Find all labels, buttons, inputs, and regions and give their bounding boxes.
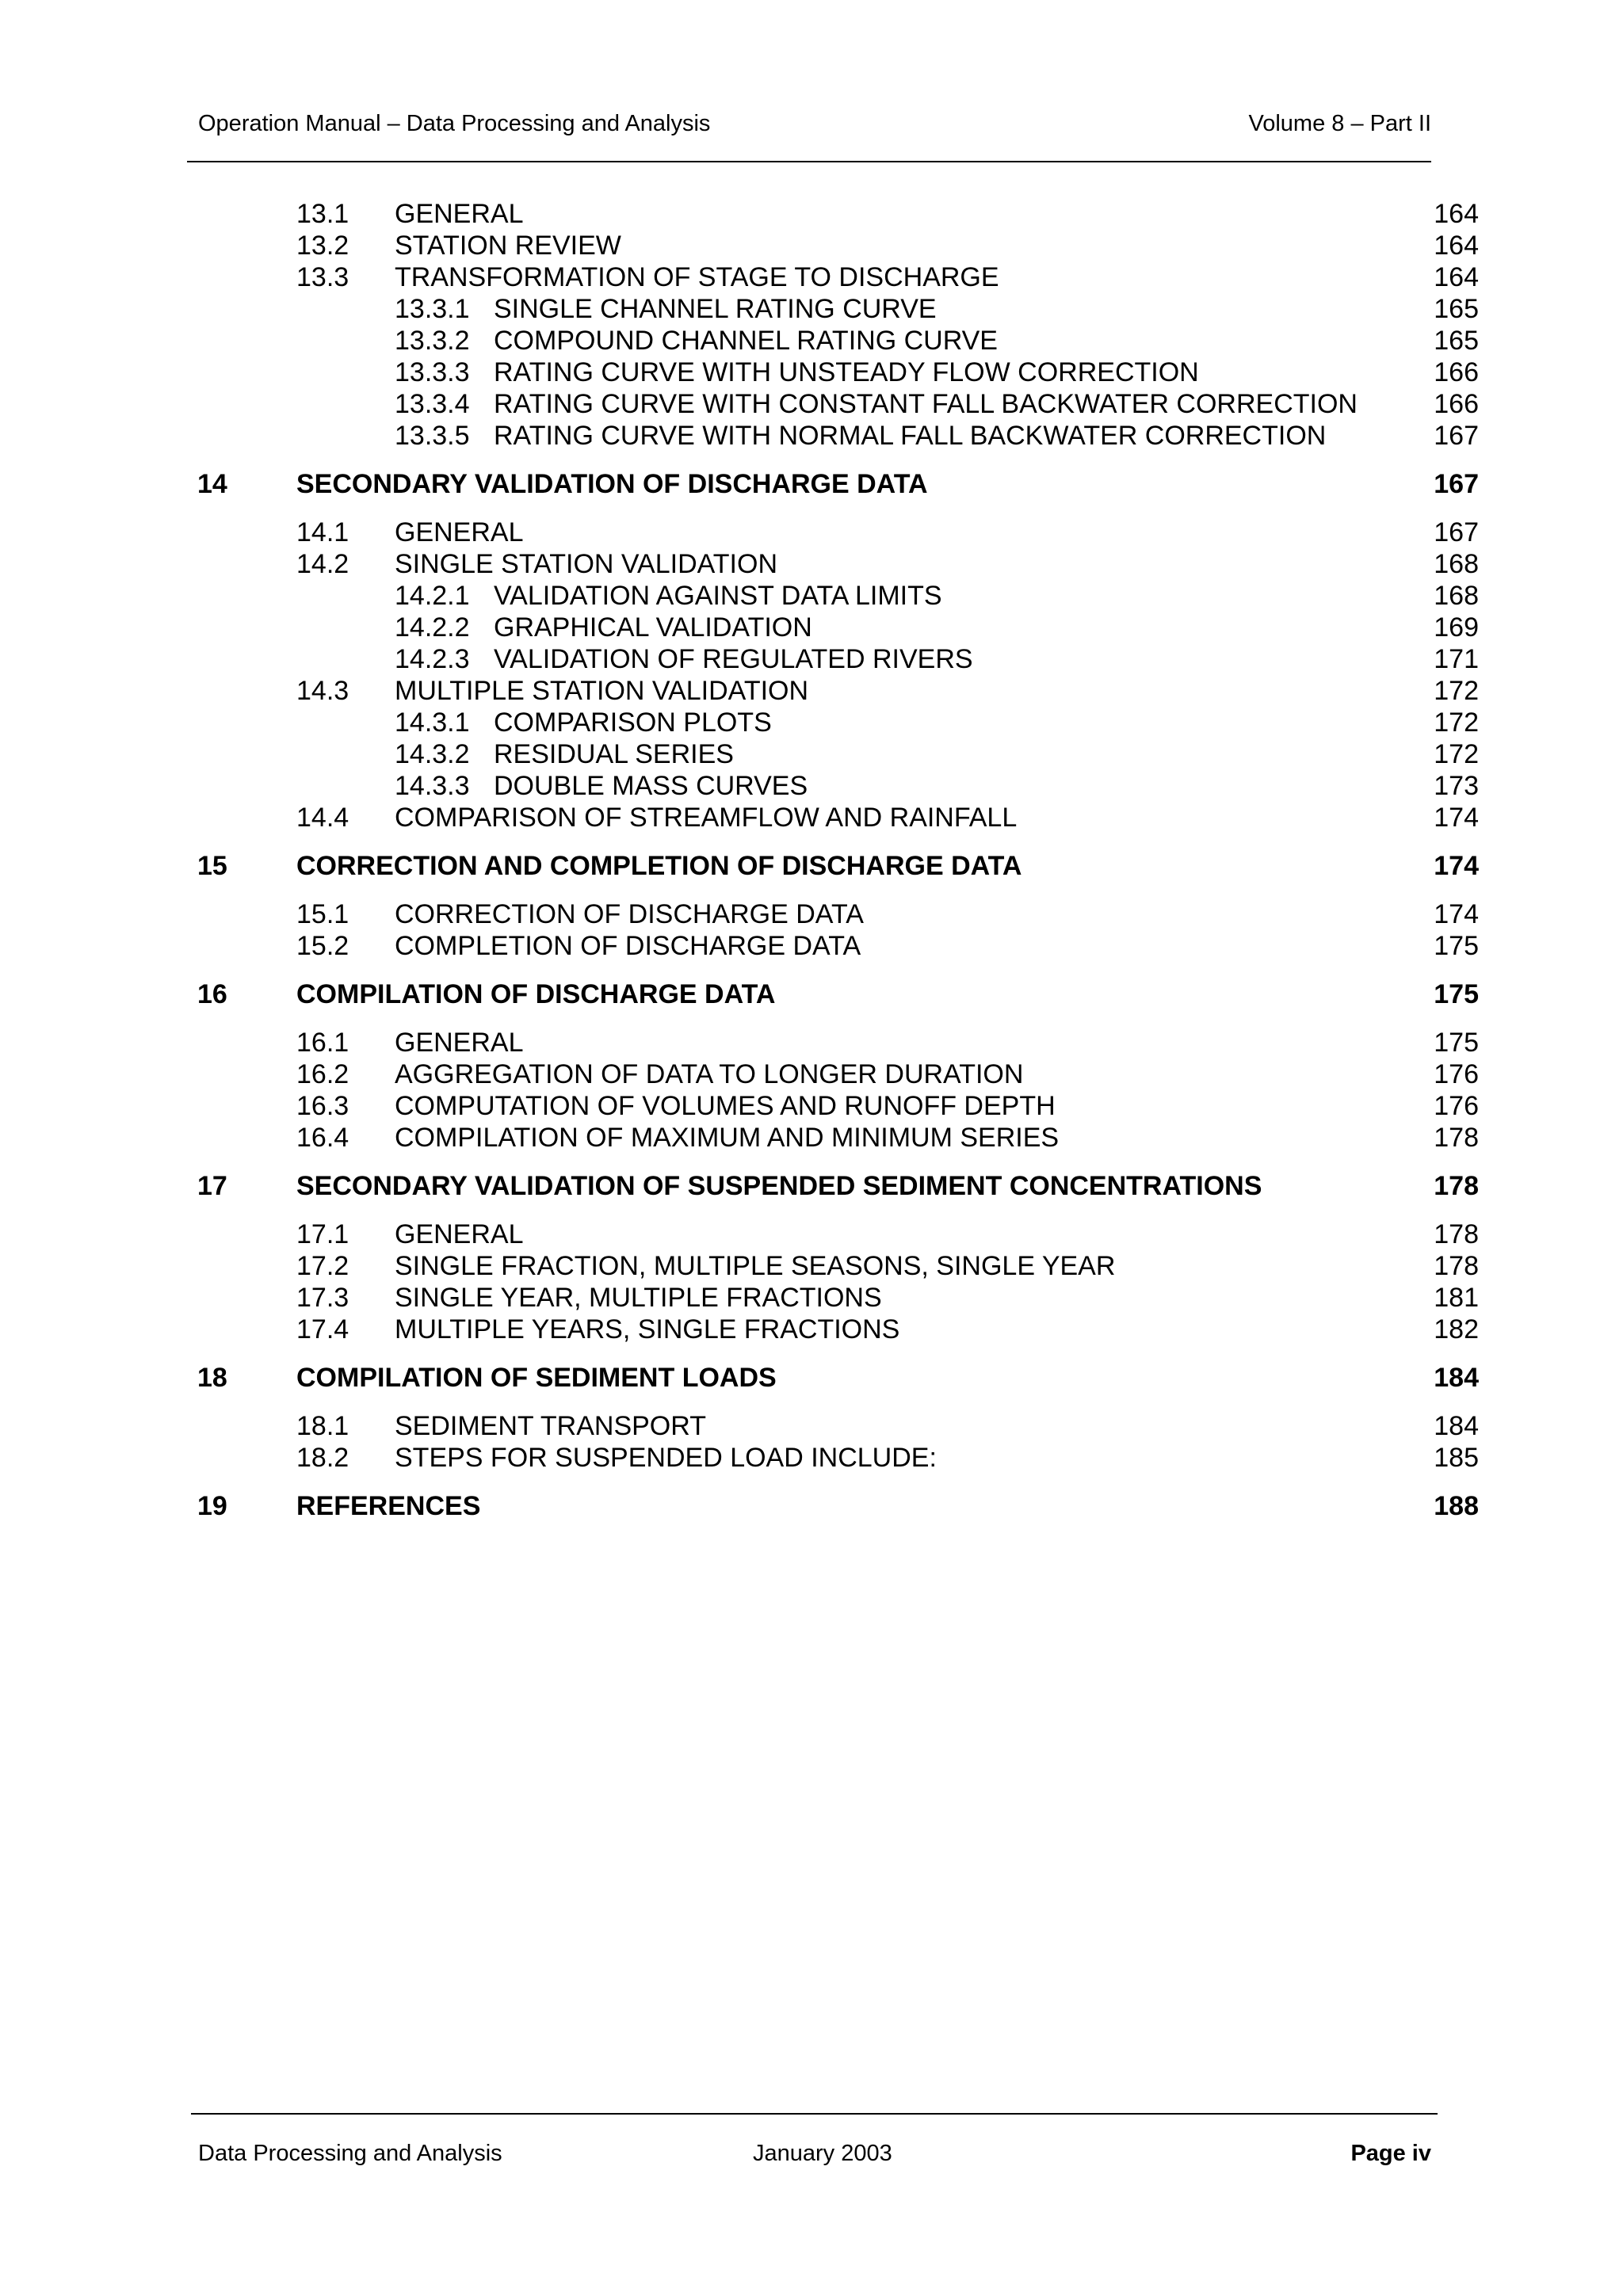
toc-entry-number: 15.1 [296,899,349,929]
toc-entry-page: 167 [1434,421,1479,451]
toc-entry [0,580,1623,612]
toc-chapter-entry [0,1490,1623,1522]
toc-entry-number: 13.3.1 [395,294,470,324]
toc-entry [0,802,1623,833]
toc-chapter-entry [0,978,1623,1010]
footer-document-title: Data Processing and Analysis [198,2141,502,2166]
header-document-title: Operation Manual – Data Processing and Analysis [198,111,711,136]
toc-entry-number: 14.3.3 [395,771,470,801]
toc-entry-page: 175 [1434,979,1479,1009]
toc-entry-page: 168 [1434,549,1479,579]
toc-entry-title: SINGLE STATION VALIDATION [395,549,778,579]
toc-entry-number: 13.3.4 [395,389,470,419]
toc-entry-title: GRAPHICAL VALIDATION [494,612,812,643]
toc-entry-number: 13.3.5 [395,421,470,451]
toc-entry-page: 184 [1434,1363,1479,1393]
toc-entry-title: GENERAL [395,1219,524,1249]
toc-entry-title: AGGREGATION OF DATA TO LONGER DURATION [395,1059,1024,1089]
toc-entry-page: 188 [1434,1491,1479,1521]
toc-chapter-entry [0,850,1623,882]
toc-entry-title: RATING CURVE WITH NORMAL FALL BACKWATER CORRECTION [494,421,1327,451]
toc-entry [0,612,1623,643]
toc-entry-number: 16.3 [296,1091,349,1121]
toc-entry-title: SEDIMENT TRANSPORT [395,1411,706,1441]
toc-entry-page: 174 [1434,899,1479,929]
toc-entry-title: GENERAL [395,199,524,229]
toc-entry-title: SECONDARY VALIDATION OF DISCHARGE DATA [296,469,928,499]
toc-entry-title: COMPARISON OF STREAMFLOW AND RAINFALL [395,803,1018,833]
toc-entry-number: 16.1 [296,1028,349,1058]
toc-entry-number: 19 [197,1491,227,1521]
header-volume-label: Volume 8 – Part II [1248,111,1431,136]
toc-entry-number: 14.2.1 [395,581,470,611]
toc-entry-title: SINGLE CHANNEL RATING CURVE [494,294,937,324]
toc-entry-page: 167 [1434,517,1479,547]
toc-entry-number: 17.4 [296,1314,349,1344]
toc-chapter-entry [0,468,1623,500]
toc-entry-number: 13.3 [296,262,349,292]
toc-entry-number: 14.3 [296,676,349,706]
toc-entry [0,1250,1623,1282]
toc-entry-page: 175 [1434,1028,1479,1058]
toc-entry-page: 174 [1434,851,1479,881]
toc-entry-title: RATING CURVE WITH UNSTEADY FLOW CORRECTION [494,357,1199,387]
toc-entry-title: CORRECTION AND COMPLETION OF DISCHARGE DATA [296,851,1022,881]
toc-entry-page: 178 [1434,1171,1479,1201]
toc-entry [0,420,1623,452]
toc-entry-page: 174 [1434,803,1479,833]
toc-entry-number: 17.2 [296,1251,349,1281]
toc-entry-page: 164 [1434,199,1479,229]
footer-rule [191,2113,1438,2115]
toc-entry-title: MULTIPLE YEARS, SINGLE FRACTIONS [395,1314,900,1344]
toc-entry-page: 164 [1434,262,1479,292]
toc-entry-number: 14.3.1 [395,707,470,738]
toc-entry-page: 184 [1434,1411,1479,1441]
toc-entry-page: 178 [1434,1219,1479,1249]
toc-entry [0,738,1623,770]
toc-entry-title: COMPARISON PLOTS [494,707,772,738]
toc-entry [0,1314,1623,1345]
toc-entry [0,1122,1623,1154]
toc-entry-page: 172 [1434,707,1479,738]
toc-entry-number: 13.2 [296,231,349,261]
toc-entry-title: STATION REVIEW [395,231,621,261]
toc-entry-number: 16.2 [296,1059,349,1089]
toc-entry-number: 15.2 [296,931,349,961]
toc-entry-number: 13.1 [296,199,349,229]
toc-entry-number: 16.4 [296,1123,349,1153]
toc-entry-number: 17 [197,1171,227,1201]
toc-entry-title: GENERAL [395,1028,524,1058]
toc-entry-number: 17.1 [296,1219,349,1249]
toc-entry [0,1027,1623,1058]
toc-entry-page: 178 [1434,1251,1479,1281]
toc-entry [0,1090,1623,1122]
toc-entry-number: 14.2.2 [395,612,470,643]
toc-entry [0,930,1623,962]
toc-entry [0,1442,1623,1474]
toc-entry-title: COMPILATION OF DISCHARGE DATA [296,979,776,1009]
toc-entry [0,1410,1623,1442]
toc-entry-page: 164 [1434,231,1479,261]
toc-entry-number: 14 [197,469,227,499]
toc-entry [0,517,1623,548]
toc-entry-page: 175 [1434,931,1479,961]
toc-entry [0,770,1623,802]
toc-entry-page: 178 [1434,1123,1479,1153]
toc-entry [0,357,1623,388]
toc-entry-title: REFERENCES [296,1491,481,1521]
toc-entry-page: 172 [1434,676,1479,706]
toc-entry-page: 181 [1434,1283,1479,1313]
toc-entry-page: 176 [1434,1091,1479,1121]
footer-date: January 2003 [753,2141,892,2166]
toc-entry [0,1219,1623,1250]
toc-entry-title: GENERAL [395,517,524,547]
toc-entry-title: TRANSFORMATION OF STAGE TO DISCHARGE [395,262,999,292]
toc-chapter-entry [0,1362,1623,1394]
toc-entry [0,293,1623,325]
toc-entry-title: COMPUTATION OF VOLUMES AND RUNOFF DEPTH [395,1091,1056,1121]
toc-entry [0,261,1623,293]
toc-entry-page: 173 [1434,771,1479,801]
toc-entry-title: SINGLE YEAR, MULTIPLE FRACTIONS [395,1283,882,1313]
toc-entry-number: 18.1 [296,1411,349,1441]
toc-entry-page: 168 [1434,581,1479,611]
toc-entry-number: 17.3 [296,1283,349,1313]
toc-entry-title: SECONDARY VALIDATION OF SUSPENDED SEDIMENT CONCENTRATIONS [296,1171,1262,1201]
toc-entry [0,198,1623,230]
toc-entry [0,675,1623,707]
toc-entry-title: RESIDUAL SERIES [494,739,734,769]
toc-entry [0,707,1623,738]
toc-entry-title: VALIDATION AGAINST DATA LIMITS [494,581,942,611]
toc-entry-title: STEPS FOR SUSPENDED LOAD INCLUDE: [395,1443,937,1473]
toc-entry-title: COMPILATION OF SEDIMENT LOADS [296,1363,777,1393]
toc-entry-number: 14.1 [296,517,349,547]
toc-entry-page: 167 [1434,469,1479,499]
toc-entry-number: 14.2 [296,549,349,579]
toc-entry-number: 16 [197,979,227,1009]
toc-entry [0,388,1623,420]
toc-entry-number: 14.3.2 [395,739,470,769]
toc-entry-page: 176 [1434,1059,1479,1089]
toc-entry-title: SINGLE FRACTION, MULTIPLE SEASONS, SINGLE YEAR [395,1251,1116,1281]
toc-entry-number: 13.3.2 [395,326,470,356]
toc-entry [0,1058,1623,1090]
toc-entry [0,898,1623,930]
toc-entry-page: 169 [1434,612,1479,643]
toc-entry-page: 166 [1434,389,1479,419]
toc-entry-page: 166 [1434,357,1479,387]
toc-entry [0,325,1623,357]
toc-entry [0,230,1623,261]
toc-entry-page: 165 [1434,294,1479,324]
toc-entry-number: 14.2.3 [395,644,470,674]
toc-entry [0,1282,1623,1314]
toc-entry-title: COMPILATION OF MAXIMUM AND MINIMUM SERIES [395,1123,1060,1153]
toc-entry-page: 185 [1434,1443,1479,1473]
toc-entry-title: CORRECTION OF DISCHARGE DATA [395,899,864,929]
toc-entry-number: 15 [197,851,227,881]
toc-entry-title: RATING CURVE WITH CONSTANT FALL BACKWATER CORRECTION [494,389,1358,419]
footer-page-number: Page iv [1350,2141,1431,2166]
toc-chapter-entry [0,1170,1623,1202]
page-footer [198,2141,1431,2172]
toc-entry [0,643,1623,675]
toc-entry-number: 18 [197,1363,227,1393]
toc-entry-number: 18.2 [296,1443,349,1473]
toc-entry-title: VALIDATION OF REGULATED RIVERS [494,644,973,674]
toc-entry-number: 13.3.3 [395,357,470,387]
toc-entry-page: 171 [1434,644,1479,674]
toc-entry-title: COMPOUND CHANNEL RATING CURVE [494,326,998,356]
toc-entry-page: 182 [1434,1314,1479,1344]
toc-entry [0,548,1623,580]
toc-entry-page: 172 [1434,739,1479,769]
toc-entry-title: DOUBLE MASS CURVES [494,771,808,801]
toc-entry-number: 14.4 [296,803,349,833]
toc-entry-title: MULTIPLE STATION VALIDATION [395,676,809,706]
toc-entry-page: 165 [1434,326,1479,356]
toc-entry-title: COMPLETION OF DISCHARGE DATA [395,931,861,961]
